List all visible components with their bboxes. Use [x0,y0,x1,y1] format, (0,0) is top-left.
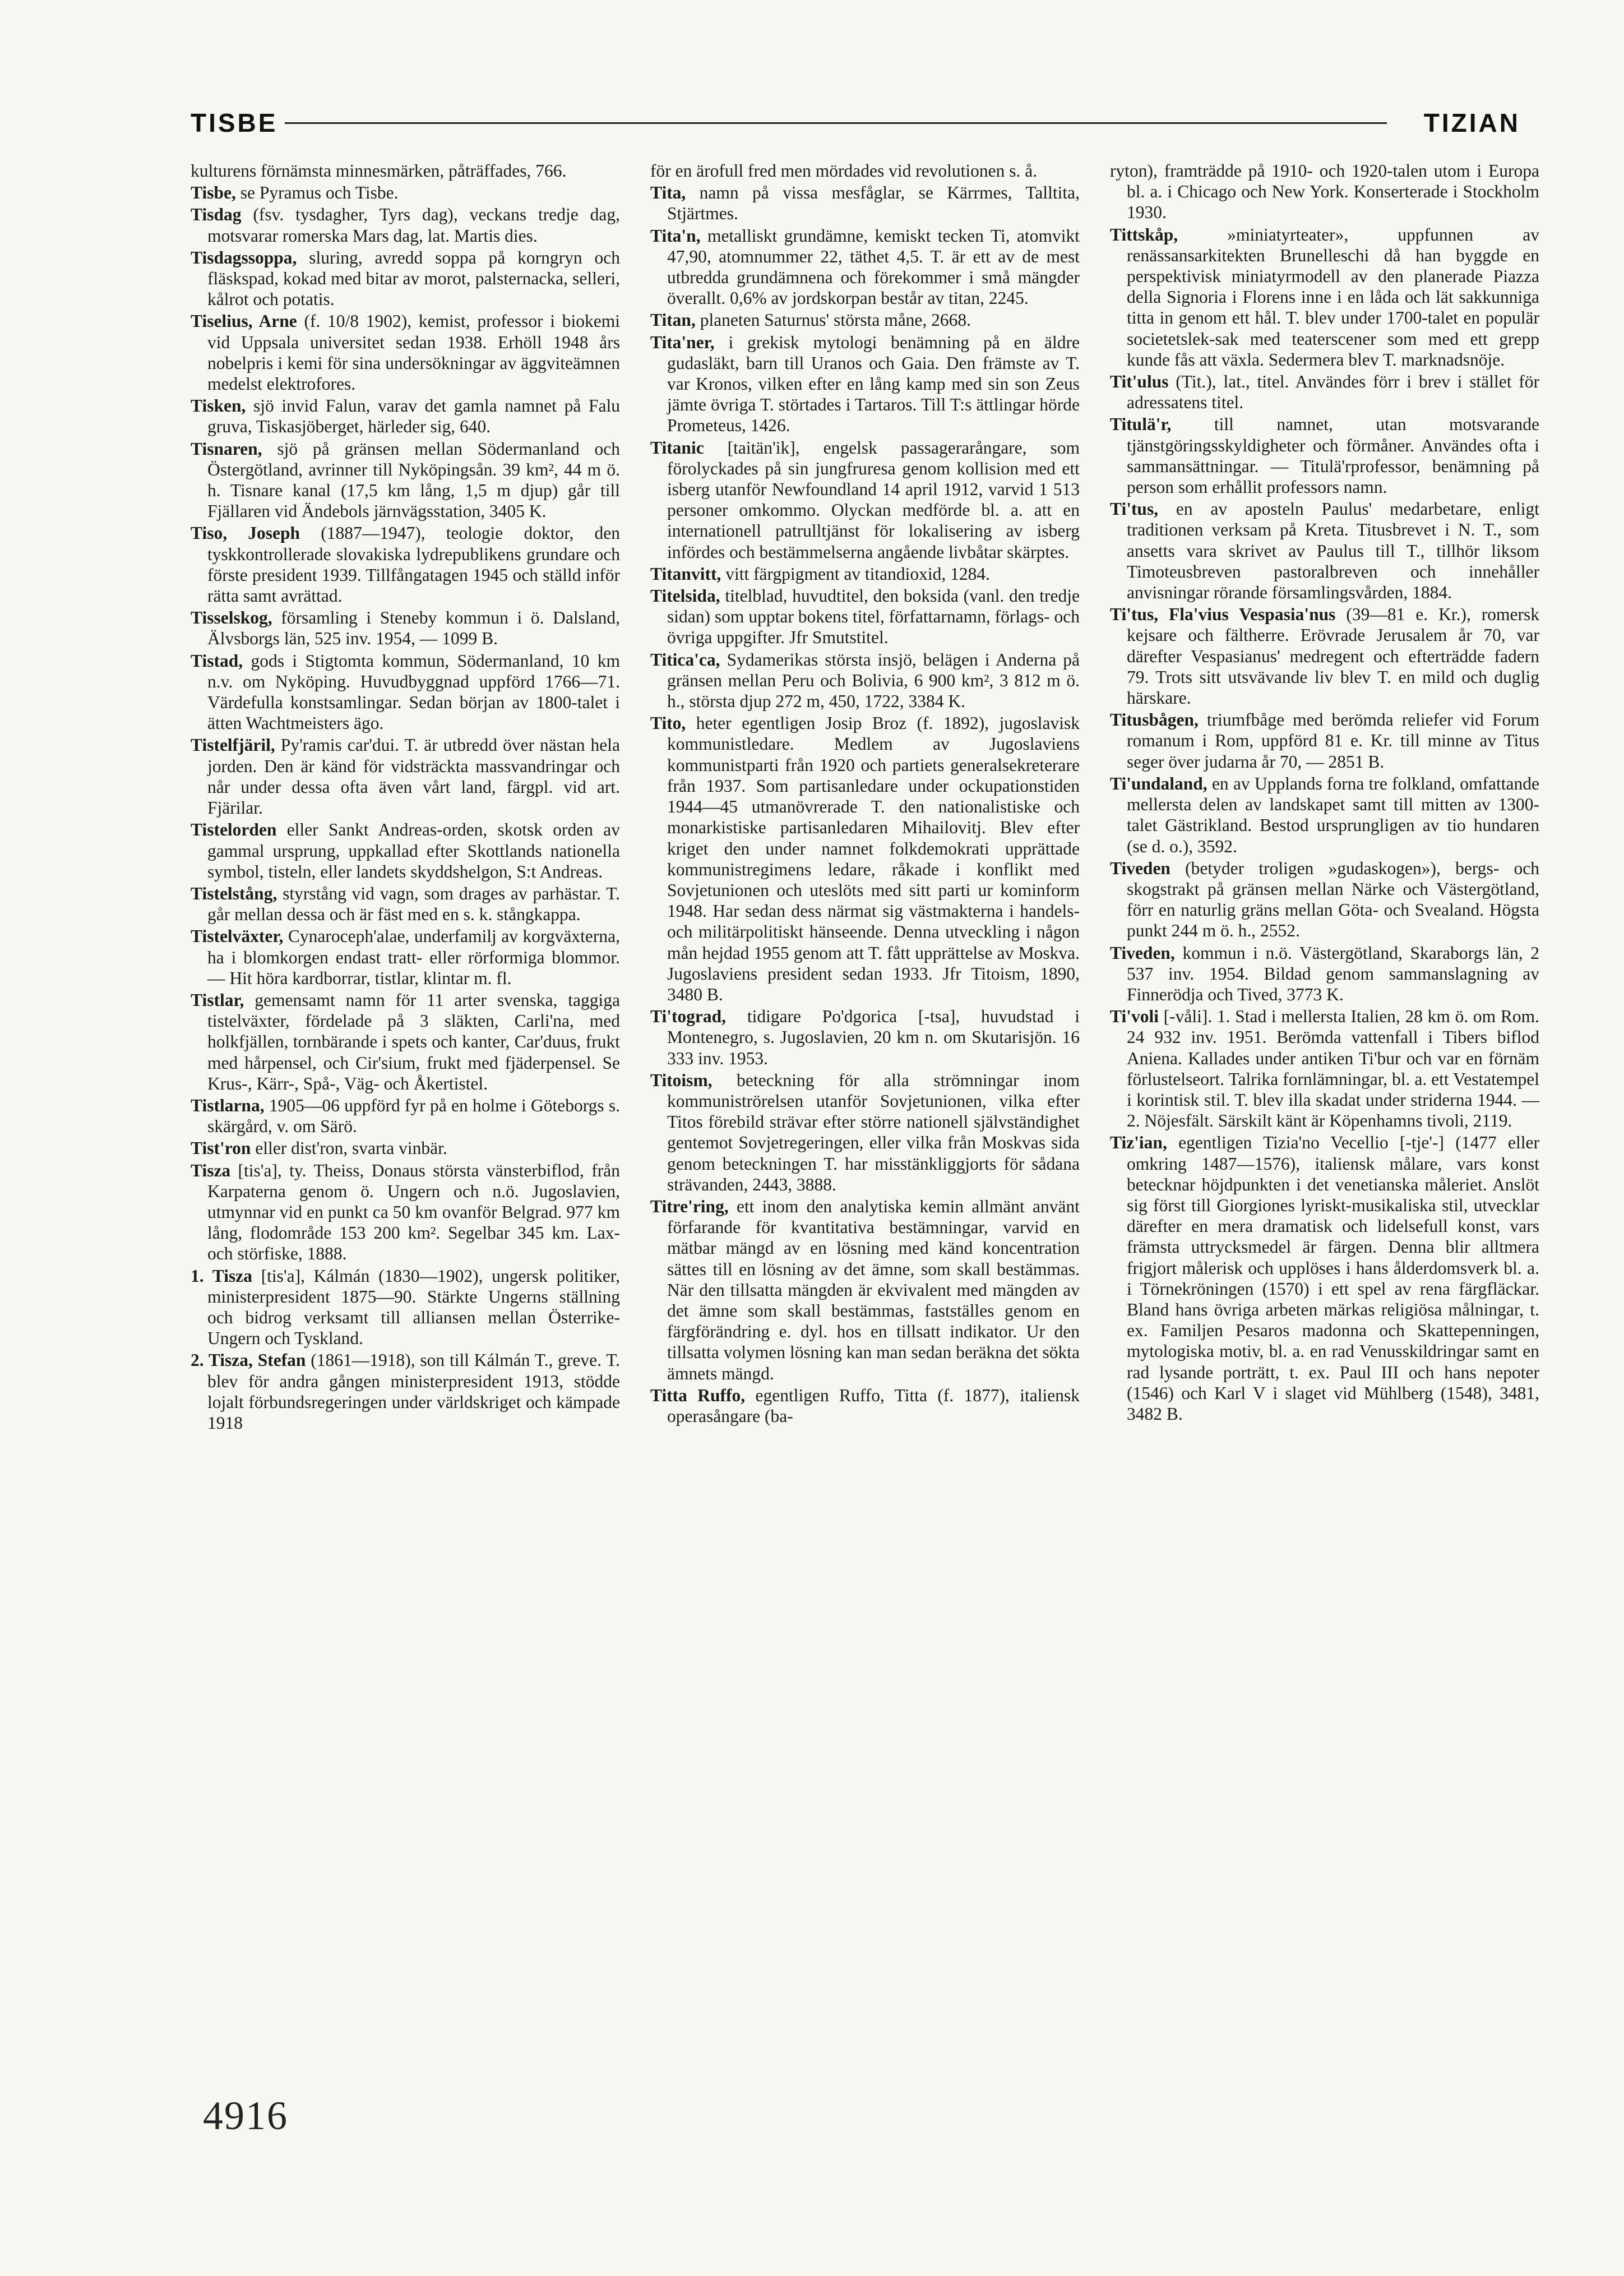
dictionary-entry [650,713,1080,1005]
dictionary-entry [191,1160,620,1264]
entry-headword: Ti'undaland, [1110,773,1207,793]
entry-text: sjö på gränsen mellan Södermanland och Östergötland, avrinner till Nyköpingsån. 39 km², 44 m ö. h. Tisnare kanal (17,5 km lång, 1,5 m djup) går till Fjällaren vid Ändebols järnvägsstation, 3405 K. [207,438,620,521]
entry-text: [taitän'ik], engelsk passagerarångare, som förolyckades på sin jungfruresa genom kollision med ett isberg utanför Newfoundland 14 april 1912, varvid 1 513 personer omkommo. Olyckan medförde bl. a. att en internationell patrulltjänst för lokalisering av isberg infördes och bestämmelserna angående livbåtar skärptes. [667,437,1080,562]
dictionary-entry [191,1138,620,1158]
entry-text: Sydamerikas största insjö, belägen i Anderna på gränsen mellan Peru och Bolivia, 6 900 km², 3 812 m ö. h., största djup 272 m, 450, 1722, 3384 K. [667,649,1080,712]
entry-text: (fsv. tysdagher, Tyrs dag), veckans tredje dag, motsvarar romerska Mars dag, lat. Martis dies. [207,205,620,246]
column-2 [650,160,1080,1428]
entry-headword: Tisza [191,1160,231,1180]
entry-text: till namnet, utan motsvarande tjänstgöringsskyldigheter och förmåner. Användes ofta i sammansättningar. — Titulä'rprofessor, benämning på person som erhållit professors namn. [1127,414,1539,497]
entry-text: sluring, avredd soppa på korngryn och fläskspad, kokad med bitar av morot, palsternacka, selleri, kålrot och potatis. [207,247,620,310]
entry-headword: Tisdagssoppa, [191,247,297,267]
entry-text: i grekisk mytologi benämning på en äldre gudasläkt, barn till Uranos och Gaia. Den främste av T. var Kronos, vilken efter en lång kamp med sin son Zeus jämte övriga T. störtades i Tartaros. Till T:s ättlingar hörde Prometeus, 1426. [667,332,1080,436]
entry-text: kulturens förnämsta minnesmärken, påträffades, 766. [191,161,567,181]
entry-text: [tis'a], Kálmán (1830—1902), ungersk politiker, ministerpresident 1875—90. Stärkte Ungerns ställning och bidrog verksamt till alliansen mellan Österrike-Ungern och Tyskland. [207,1266,620,1349]
entry-text: styrstång vid vagn, som drages av parhästar. T. går mellan dessa och är fäst med en s. k. stångkappa. [207,883,620,925]
dictionary-entry [191,607,620,649]
entry-text: eller Sankt Andreas-orden, skotsk orden av gammal ursprung, uppkallad efter Skottlands nationella symbol, tisteln, eller landets skyddshelgon, S:t Andreas. [207,820,620,881]
dictionary-entry [650,182,1080,224]
entry-headword: Tita'ner, [650,332,715,352]
entry-headword: Tisselskog, [191,608,272,628]
dictionary-entry [191,182,620,203]
dictionary-entry [1110,773,1539,857]
entry-text: kommun i n.ö. Västergötland, Skaraborgs län, 2 537 inv. 1954. Bildad genom sammanslagning av Finnerödja och Tived, 3773 K. [1127,943,1539,1004]
dictionary-entry [650,564,1080,584]
entry-headword: Tisken, [191,396,246,416]
entry-text: sjö invid Falun, varav det gamla namnet på Falu gruva, Tiskasjöberget, härleder sig, 640. [207,396,620,437]
dictionary-entry [1110,1006,1539,1131]
entry-text: (1861—1918), son till Kálmán T., greve. T. blev för andra gången ministerpresident 1913, stödde lojalt förbundsregeringen under världskriget och kämpade 1918 [207,1350,620,1433]
entry-text: vitt färgpigment av titandioxid, 1284. [721,564,991,584]
entry-text: [-våli]. 1. Stad i mellersta Italien, 28 km ö. om Rom. 24 932 inv. 1951. Berömda vattenfall i Tibers biflod Aniena. Kallades under antiken Ti'bur och var en förnäm förlustelseort. Talrika fornlämningar, bl. a. ett Vestatempel i korintisk stil. T. blev illa skadat under striderna 1944. — 2. Nöjesfält. Särskilt känt är Köpenhamns tivoli, 2119. [1127,1007,1539,1131]
entry-headword: Tisnaren, [191,438,262,459]
dictionary-entry [191,926,620,989]
entry-text: (f. 10/8 1902), kemist, professor i biokemi vid Uppsala universitet sedan 1938. Erhöll 1948 års nobelpris i kemi för sina undersökningar av äggviteämnen medelst elektrofores. [207,311,620,394]
header-rule [285,122,1387,124]
entry-headword: Tiselius, Arne [191,311,297,331]
entry-headword: Titoism, [650,1070,712,1090]
entry-headword: Tistlar, [191,990,244,1010]
entry-headword: Tistelfjäril, [191,735,275,755]
entry-headword: Tistelorden [191,820,277,840]
entry-headword: Tisbe, [191,183,236,203]
running-head-left: TISBE [191,108,278,137]
dictionary-entry [191,883,620,925]
dictionary-entry [650,1006,1080,1069]
dictionary-entry [191,819,620,882]
entry-headword: Titulä'r, [1110,414,1172,435]
entry-text: tidigare Po'dgorica [-tsa], huvudstad i Montenegro, s. Jugoslavien, 20 km n. om Skutarisjön. 16 333 inv. 1953. [667,1007,1080,1068]
dictionary-entry [191,311,620,394]
entry-text: (39—81 e. Kr.), romersk kejsare och fältherre. Erövrade Jerusalem år 70, var därefter Vespasianus' medregent och efterträdde fadern 79. Trots sitt utsvävande liv blev T. en mild och duglig härskare. [1127,604,1539,708]
entry-text: [tis'a], ty. Theiss, Donaus största vänsterbiflod, från Karpaterna genom ö. Ungern och n.ö. Jugoslavien, utmynnar vid en punkt ca 50 km ovanför Belgrad. 977 km lång, flodområde 153 200 km². Segelbar 345 km. Lax- och störfiske, 1888. [207,1160,620,1264]
dictionary-entry [650,1196,1080,1384]
entry-text: församling i Steneby kommun i ö. Dalsland, Älvsborgs län, 525 inv. 1954, — 1099 B. [207,608,620,649]
entry-text: 1905—06 uppförd fyr på en holme i Göteborgs s. skärgård, v. om Särö. [207,1095,620,1137]
dictionary-entry [650,1385,1080,1426]
dictionary-entry [191,1266,620,1349]
entry-text: ett inom den analytiska kemin allmänt använt förfarande för kvantitativa bestämningar, varvid en mätbar mängd av en lösning med känd koncentration sättes till en lösning av det ämne, som skall bestämmas. När den tillsatta mängden är ekvivalent med mängden av det ämne som skall bestämmas, fastställes genom en färgförändring e. dyl. hos en tillsatt indikator. Ur den tillsatta volymen lösning kan man sedan beräkna det sökta ämnets mängd. [667,1196,1080,1383]
column-1 [191,160,620,1434]
entry-text: titelblad, huvudtitel, den boksida (vanl. den tredje sidan) som upptar bokens titel, författarnamn, förlags- och övriga uppgifter. Jfr Smutstitel. [667,586,1080,648]
entry-headword: Titan, [650,310,696,330]
entry-headword: Titelsida, [650,586,720,606]
entry-headword: Tistad, [191,650,243,671]
dictionary-entry [191,523,620,606]
dictionary-entry [1110,604,1539,708]
entry-text: beteckning för alla strömningar inom kommuniströrelsen utanför Sovjetunionen, vilka efter Titos förebild strävar efter större nationell självständighet gentemot Sovjetregeringen, eller vilka från Moskvas sida genom beteckningen T. har misstänkliggjorts för sådana strävanden, 2443, 3888. [667,1070,1080,1194]
entry-text: egentligen Ruffo, Titta (f. 1877), italiensk operasångare (ba- [667,1385,1080,1426]
dictionary-entry [191,735,620,818]
dictionary-entry [650,649,1080,712]
dictionary-entry [650,437,1080,562]
entry-headword: Tit'ulus [1110,372,1169,392]
entry-text: metalliskt grundämne, kemiskt tecken Ti, atomvikt 47,90, atomnummer 22, täthet 4,5. T. är ett av de mest utbredda grundämnena och förekommer i små mängder överallt. 0,6% av jordskorpan består av titan, 2245. [667,225,1080,308]
dictionary-entry [1110,160,1539,223]
entry-headword: Titta Ruffo, [650,1385,746,1405]
entry-headword: Tita'n, [650,225,701,246]
dictionary-entry [191,395,620,437]
page-number: 4916 [203,2093,288,2138]
dictionary-entry [191,438,620,522]
entry-text: en av aposteln Paulus' medarbetare, enligt traditionen verksam på Kreta. Titusbrevet i N. T., som ansetts vara skrivet av Paulus till T., tillhör liksom Timoteusbreven pastoralbreven och innehåller anvisningar rörande församlingsvården, 1884. [1127,499,1539,603]
entry-text: Py'ramis car'dui. T. är utbredd över nästan hela jorden. Den är känd för vidsträckta massvandringar och når under dessa ofta även vårt land, färgpl. vid art. Fjärilar. [207,735,620,818]
entry-headword: Tistelväxter, [191,926,284,947]
entry-headword: Ti'tograd, [650,1007,727,1027]
dictionary-columns [191,160,1539,2089]
dictionary-entry [191,204,620,246]
dictionary-entry [1110,943,1539,1005]
entry-text: triumfbåge med berömda reliefer vid Forum romanum i Rom, uppförd 81 e. Kr. till minne av Titus seger över judarna år 70, — 2851 B. [1127,710,1539,772]
entry-text: (Tit.), lat., titel. Användes förr i brev i stället för adressatens titel. [1127,372,1539,413]
dictionary-entry [650,160,1080,181]
entry-text: gemensamt namn för 11 arter svenska, taggiga tistelväxter, fördelade på 3 släkten, Carli'na, med holkfjällen, tornbärande i spets och kanter, Car'duus, frukt med hårpensel, och Cir'sium, frukt med fjäderpensel. Se Krus-, Kärr-, Spå-, Väg- och Åkertistel. [207,990,620,1093]
dictionary-entry [1110,1132,1539,1424]
dictionary-entry [191,1350,620,1433]
dictionary-entry [650,585,1080,648]
entry-headword: Ti'voli [1110,1007,1159,1027]
entry-headword: Tito, [650,713,686,733]
entry-headword: 2. Tisza, Stefan [191,1350,306,1370]
entry-headword: Ti'tus, [1110,499,1159,519]
entry-headword: Titanic [650,437,704,458]
entry-text: planeten Saturnus' största måne, 2668. [695,310,971,330]
entry-headword: Titica'ca, [650,649,720,670]
entry-headword: Tiveden, [1110,943,1175,963]
entry-headword: Tiso, Joseph [191,523,300,543]
entry-headword: Tistlarna, [191,1095,265,1115]
dictionary-entry [650,1070,1080,1195]
entry-headword: Tita, [650,183,686,203]
entry-text: gods i Stigtomta kommun, Södermanland, 10 km n.v. om Nyköping. Huvudbyggnad uppförd 1766—71. Värdefulla konstsamlingar. Sedan början av 1800-talet i ätten Wachtmeisters ägo. [207,650,620,733]
dictionary-entry [1110,224,1539,370]
entry-headword: 1. Tisza [191,1266,252,1286]
entry-headword: Titre'ring, [650,1196,729,1216]
dictionary-entry [191,160,620,181]
entry-headword: Tistelstång, [191,883,277,903]
entry-text: heter egentligen Josip Broz (f. 1892), jugoslavisk kommunistledare. Medlem av Jugoslaviens kommunistparti från 1920 och partiets generalsekreterare från 1937. Som partisanledare under ockupationstiden 1944—45 utmanövrerade T. den nationalistiske och monarkistiske partisanledaren Mihailovitj. Blev efter kriget den under namnet folkdemokrati upprättade kommunistregimens ledare, råkade i konflikt med Sovjetunionen och uteslöts med sitt parti ur kominform 1948. Har sedan dess närmat sig västmakterna i handels- och militärpolitiskt hänseende. Denna utveckling i någon mån hejdad 1955 genom att T. fått upprättelse av Moskva. Jugoslaviens president sedan 1933. Jfr Titoism, 1890, 3480 B. [667,713,1080,1004]
entry-text: se Pyramus och Tisbe. [235,183,399,203]
entry-text: eller dist'ron, svarta vinbär. [251,1138,447,1158]
entry-headword: Titanvitt, [650,564,721,584]
entry-text: för en ärofull fred men mördades vid revolutionen s. å. [650,161,1038,181]
dictionary-entry [191,247,620,310]
entry-headword: Tist'ron [191,1138,251,1158]
entry-headword: Titusbågen, [1110,710,1199,730]
dictionary-entry [191,1095,620,1137]
entry-text: Cynaroceph'alae, underfamilj av korgväxterna, ha i blomkorgen endast tratt- eller rörformiga blommor. — Hit höra kardborrar, tistlar, klintar m. fl. [207,926,620,988]
running-header [191,108,1520,141]
entry-headword: Tittskåp, [1110,224,1178,244]
entry-text: namn på vissa mesfåglar, se Kärrmes, Talltita, Stjärtmes. [667,183,1080,224]
dictionary-entry [650,310,1080,330]
entry-headword: Ti'tus, Fla'vius Vespasia'nus [1110,604,1336,625]
dictionary-entry [191,650,620,734]
dictionary-entry [650,225,1080,309]
entry-text: (betyder troligen »gudaskogen»), bergs- och skogstrakt på gränsen mellan Närke och Västergötland, förr en naturlig gräns mellan Göta- och Svealand. Högsta punkt 244 m ö. h., 2552. [1127,858,1539,941]
dictionary-entry [1110,414,1539,497]
entry-text: en av Upplands forna tre folkland, omfattande mellersta delen av landskapet samt till mitten av 1300-talet Gästrikland. Bestod ursprungligen av tio hundaren (se d. o.), 3592. [1127,773,1539,856]
entry-text: egentligen Tizia'no Vecellio [-tje'-] (1477 eller omkring 1487—1576), italiensk målare, vars konst betecknar höjdpunkten i det venetianska måleriet. Anslöt sig först till Giorgiones lyriskt-musikaliska stil, utvecklar därefter en mera dramatisk och lidelsefull konst, vars främsta uttrycksmedel är färgen. Denna blir alltmera frigjort målerisk och upplöses i hans ålderdomsverk bl. a. i Törnekröningen (1570) i ett spel av rena färgfläckar. Bland hans övriga arbeten märkas religiösa målningar, t. ex. Familjen Pesaros madonna och Skattepenningen, mytologiska motiv, bl. a. en rad Venusskildringar samt en rad lysande porträtt, t. ex. Paul III och hans nepoter (1546) och Karl V i slaget vid Mühlberg (1548), 3481, 3482 B. [1127,1133,1539,1424]
dictionary-entry [1110,709,1539,772]
column-3 [1110,160,1539,1425]
entry-headword: Tisdag [191,205,242,225]
dictionary-entry [1110,371,1539,413]
entry-text: ryton), framträdde på 1910- och 1920-talen utom i Europa bl. a. i Chicago och New York. Konserterade i Stockholm 1930. [1110,161,1539,223]
entry-text: (1887—1947), teologie doktor, den tyskkontrollerade slovakiska lydrepublikens grundare och förste president 1939. Tillfångatagen 1945 och ställd inför rätta samt avrättad. [207,523,620,606]
entry-text: »miniatyrteater», uppfunnen av renässansarkitekten Brunelleschi då han byggde en perspektivisk miniatyrmodell av den planerade Piazza della Signoria i Florens inne i en låda och lät sakkunniga titta in genom ett hål. T. blev under 1700-talet en populär societetslek-sak med teaterscener som med ett grepp kunde fås att växla. Sedermera blev T. marknadsnöje. [1127,224,1539,370]
dictionary-entry [1110,858,1539,941]
running-head-right: TIZIAN [1423,108,1520,137]
entry-headword: Tiz'ian, [1110,1133,1167,1153]
dictionary-entry [191,990,620,1094]
dictionary-entry [650,332,1080,436]
entry-headword: Tiveden [1110,858,1170,878]
dictionary-entry [1110,498,1539,603]
